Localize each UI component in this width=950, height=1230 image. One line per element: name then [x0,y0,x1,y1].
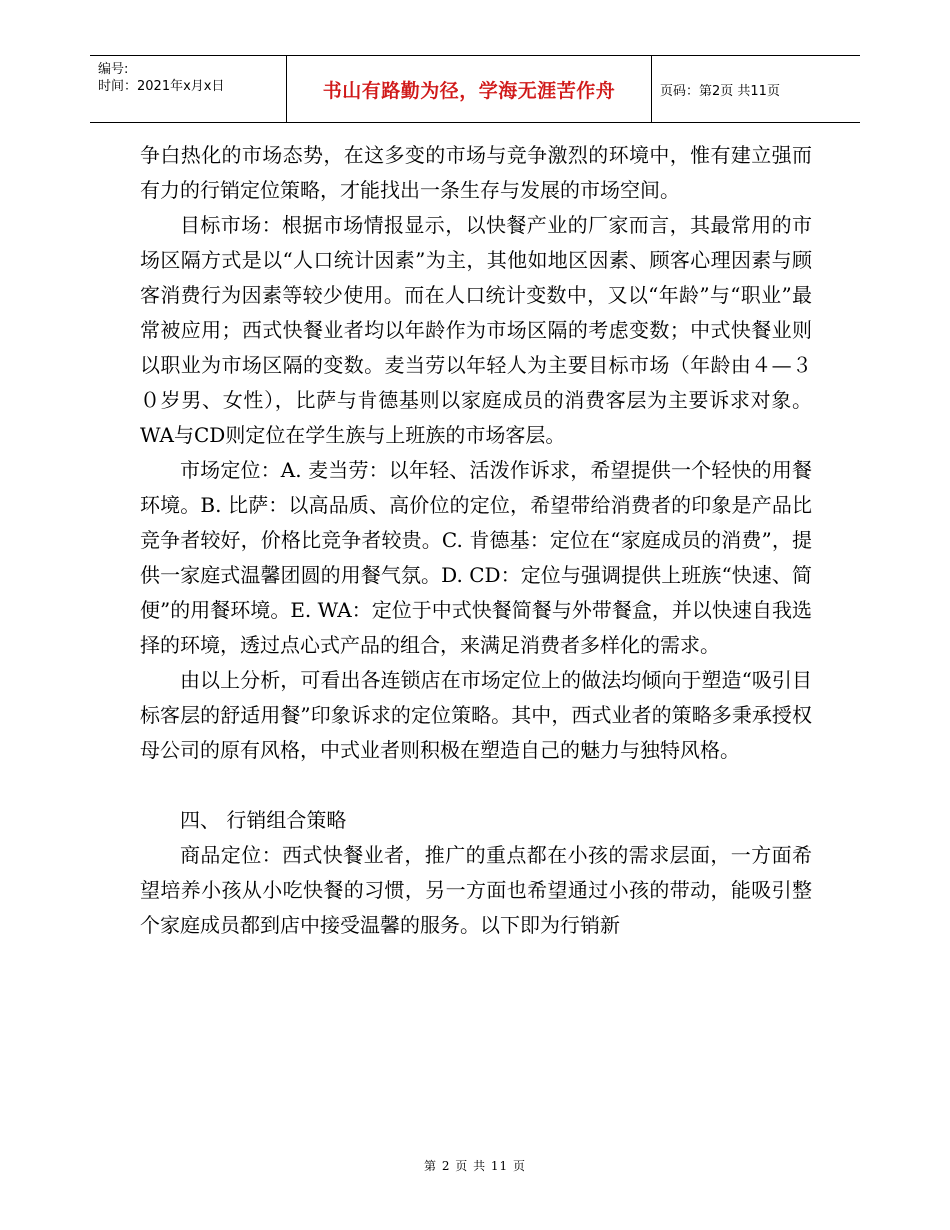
header-motto: 书山有路勤为径，学海无涯苦作舟 [287,56,652,122]
document-body [140,138,812,943]
page-footer: 第 2 页 共 11 页 [424,1159,526,1173]
paragraph-product-positioning: 商品定位：西式快餐业者，推广的重点都在小孩的需求层面，一方面希望培养小孩从小吃快餐的习惯，另一方面也希望通过小孩的带动，能吸引整个家庭成员都到店中接受温馨的服务。以下即为行销新 [140,843,812,937]
paragraph-market-positioning: 市场定位：A. 麦当劳：以年轻、活泼作诉求，希望提供一个轻快的用餐环境。B. 比萨：以高品质、高价位的定位，希望带给消费者的印象是产品比竞争者较好，价格比竞争者较贵。C. 肯德基：定位在“家庭成员的消费”，提供一家庭式温馨团圆的用餐气氛。D. CD：定位与强调提供上班族“快速、简便”的用餐环境。E. WA：定位于中式快餐简餐与外带餐盒，并以快速自我选择的环境，透过点心式产品的组合，来满足消费者多样化的需求。 [140,458,812,657]
paragraph-target-market: 目标市场：根据市场情报显示，以快餐产业的厂家而言，其最常用的市场区隔方式是以“人口统计因素”为主，其他如地区因素、顾客心理因素与顾客消费行为因素等较少使用。而在人口统计变数中，又以“年龄”与“职业”最常被应用；西式快餐业者均以年龄作为市场区隔的考虑变数；中式快餐业则以职业为市场区隔的变数。麦当劳以年轻人为主要目标市场（年龄由４—３０岁男、女性），比萨与肯德基则以家庭成员的消费客层为主要诉求对象。WA与CD则定位在学生族与上班族的市场客层。 [140,213,812,447]
document-number-label: 编号: [98,62,129,77]
header-page-info: 页码：第2页 共11页 [660,83,780,99]
document-time-label: 时间：2021年x月x日 [98,79,225,94]
paragraph-analysis-summary: 由以上分析，可看出各连锁店在市场定位上的做法均倾向于塑造“吸引目标客层的舒适用餐”印象诉求的定位策略。其中，西式业者的策略多秉承授权母公司的原有风格，中式业者则积极在塑造自己的魅力与独特风格。 [140,668,812,762]
page-header [90,55,860,123]
section-heading: 四、 行销组合策略 [180,808,347,832]
paragraph-continuation: 争白热化的市场态势，在这多变的市场与竞争激烈的环境中，惟有建立强而有力的行销定位策略，才能找出一条生存与发展的市场空间。 [140,143,812,202]
header-meta [90,56,287,122]
